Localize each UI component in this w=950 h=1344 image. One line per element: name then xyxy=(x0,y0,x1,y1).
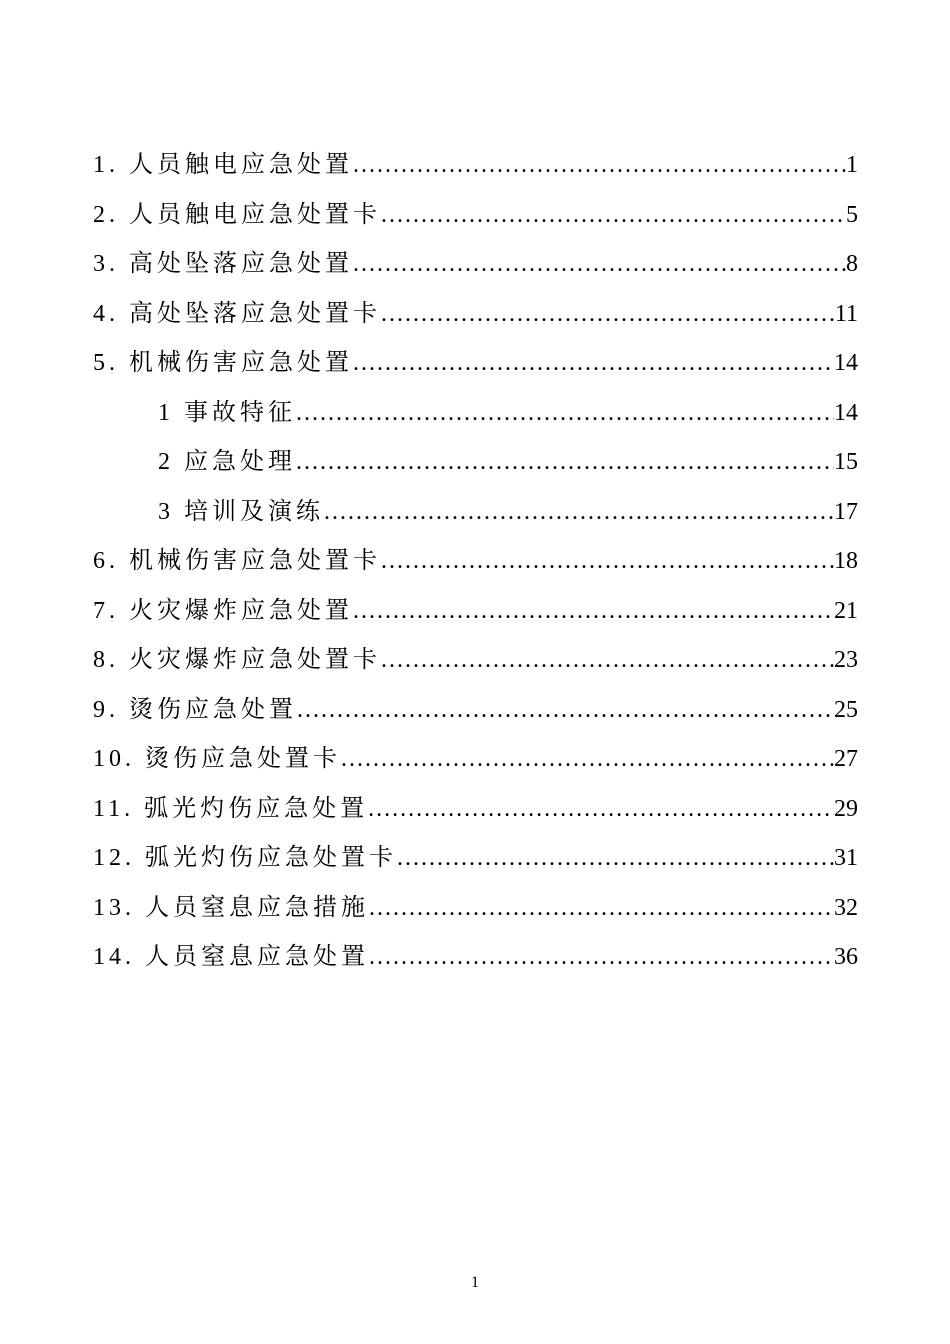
toc-entry[interactable] xyxy=(93,933,858,983)
toc-entry[interactable] xyxy=(93,785,858,835)
toc-dot-leader xyxy=(369,884,834,934)
toc-dot-leader xyxy=(381,636,834,686)
toc-entry[interactable] xyxy=(93,636,858,686)
toc-entry[interactable] xyxy=(93,389,858,439)
toc-entry-label[interactable]: 5. 机械伤害应急处置 xyxy=(93,350,353,376)
toc-entry-label[interactable]: 14. 人员窒息应急处置 xyxy=(93,944,369,970)
toc-entry[interactable] xyxy=(93,438,858,488)
toc-dot-leader xyxy=(353,141,846,191)
toc-entry[interactable] xyxy=(93,587,858,637)
toc-dot-leader xyxy=(296,438,834,488)
toc-entry-page-number[interactable]: 8 xyxy=(846,251,858,277)
toc-entry[interactable] xyxy=(93,735,858,785)
toc-entry-page-number[interactable]: 31 xyxy=(834,845,858,871)
toc-dot-leader xyxy=(381,537,834,587)
toc-entry-label[interactable]: 3. 高处坠落应急处置 xyxy=(93,251,353,277)
toc-entry-page-number[interactable]: 29 xyxy=(834,795,858,822)
toc-entry-label[interactable]: 1 事故特征 xyxy=(158,399,296,426)
toc-entry[interactable] xyxy=(93,488,858,538)
toc-dot-leader xyxy=(368,785,834,835)
toc-entry[interactable] xyxy=(93,537,858,587)
toc-entry-page-number[interactable]: 5 xyxy=(846,201,858,228)
toc-dot-leader xyxy=(369,933,834,983)
toc-dot-leader xyxy=(297,686,834,736)
toc-entry-label[interactable]: 7. 火灾爆炸应急处置 xyxy=(93,597,353,624)
toc-entry[interactable] xyxy=(93,339,858,389)
toc-entry-page-number[interactable]: 14 xyxy=(834,399,858,426)
toc-entry-page-number[interactable]: 23 xyxy=(834,647,858,673)
toc-entry-page-number[interactable]: 17 xyxy=(834,498,858,525)
toc-entry-page-number[interactable]: 21 xyxy=(834,597,858,624)
toc-entry-page-number[interactable]: 11 xyxy=(834,300,858,327)
toc-entry-page-number[interactable]: 14 xyxy=(834,350,858,376)
toc-entry-label[interactable]: 12. 弧光灼伤应急处置卡 xyxy=(93,845,397,871)
toc-entry-label[interactable]: 6. 机械伤害应急处置卡 xyxy=(93,548,381,574)
footer-page-number: 1 xyxy=(471,1274,479,1291)
toc-entry-page-number[interactable]: 32 xyxy=(834,894,858,921)
toc-dot-leader xyxy=(353,240,846,290)
toc-dot-leader xyxy=(353,339,834,389)
toc-entry-page-number[interactable]: 15 xyxy=(834,449,858,475)
page-footer xyxy=(0,1272,950,1294)
toc-entry-label[interactable]: 8. 火灾爆炸应急处置卡 xyxy=(93,647,381,673)
toc-list xyxy=(93,141,858,983)
toc-entry-label[interactable]: 1. 人员触电应急处置 xyxy=(93,152,353,178)
toc-entry[interactable] xyxy=(93,686,858,736)
toc-entry[interactable] xyxy=(93,240,858,290)
toc-entry-page-number[interactable]: 25 xyxy=(834,696,858,723)
toc-entry-label[interactable]: 3 培训及演练 xyxy=(158,498,324,525)
toc-dot-leader xyxy=(381,191,846,241)
toc-entry[interactable] xyxy=(93,834,858,884)
toc-entry[interactable] xyxy=(93,191,858,241)
toc-entry-page-number[interactable]: 1 xyxy=(846,152,858,178)
toc-dot-leader xyxy=(324,488,834,538)
toc-entry-page-number[interactable]: 36 xyxy=(834,944,858,970)
toc-entry-label[interactable]: 10. 烫伤应急处置卡 xyxy=(93,746,341,772)
toc-dot-leader xyxy=(341,735,834,785)
toc-entry-label[interactable]: 11. 弧光灼伤应急处置 xyxy=(93,795,369,822)
toc-entry[interactable] xyxy=(93,141,858,191)
toc-dot-leader xyxy=(296,389,834,439)
toc-entry-page-number[interactable]: 18 xyxy=(834,548,858,574)
toc-entry[interactable] xyxy=(93,884,858,934)
toc-entry-label[interactable]: 13. 人员窒息应急措施 xyxy=(93,894,369,921)
toc-dot-leader xyxy=(397,834,834,884)
toc-entry-label[interactable]: 2. 人员触电应急处置卡 xyxy=(93,201,381,228)
toc-entry-label[interactable]: 2 应急处理 xyxy=(158,449,296,475)
toc-entry-label[interactable]: 4. 高处坠落应急处置卡 xyxy=(93,300,381,327)
toc-dot-leader xyxy=(381,290,835,340)
toc-entry-label[interactable]: 9. 烫伤应急处置 xyxy=(93,696,297,723)
toc-dot-leader xyxy=(353,587,834,637)
toc-entry-page-number[interactable]: 27 xyxy=(834,746,858,772)
toc-entry[interactable] xyxy=(93,290,858,340)
